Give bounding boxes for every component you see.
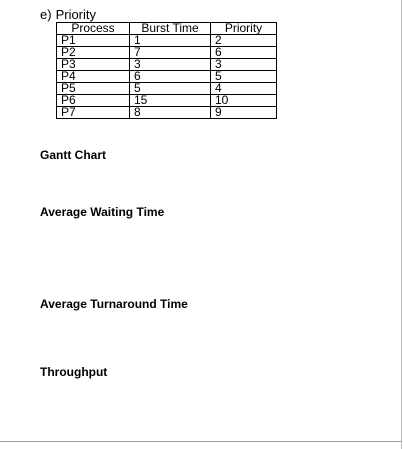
process-table	[56, 22, 277, 119]
process-cell: P2	[57, 47, 130, 59]
table-row	[57, 59, 277, 71]
burst-time-cell: 5	[130, 83, 211, 95]
burst-time-cell: 15	[130, 95, 211, 107]
question-title: Priority	[55, 7, 97, 22]
burst-time-cell: 7	[130, 47, 211, 59]
column-header-priority: Priority	[211, 23, 277, 35]
process-cell: P4	[57, 71, 130, 83]
table-row	[57, 107, 277, 119]
table-row	[57, 71, 277, 83]
priority-cell: 6	[211, 47, 277, 59]
throughput-heading: Throughput	[40, 365, 108, 379]
average-waiting-time-heading: Average Waiting Time	[40, 205, 165, 219]
process-cell: P5	[57, 83, 130, 95]
table-row	[57, 35, 277, 47]
priority-cell: 10	[211, 95, 277, 107]
gantt-chart-heading: Gantt Chart	[40, 148, 106, 162]
table-row	[57, 95, 277, 107]
process-cell: P7	[57, 107, 130, 119]
table-row	[57, 47, 277, 59]
table-header-row	[57, 23, 277, 35]
bottom-divider	[0, 441, 402, 442]
process-cell: P1	[57, 35, 130, 47]
column-header-burst-time: Burst Time	[130, 23, 211, 35]
priority-cell: 4	[211, 83, 277, 95]
question-part-label: e)	[40, 7, 52, 22]
table-row	[57, 83, 277, 95]
process-cell: P3	[57, 59, 130, 71]
process-cell: P6	[57, 95, 130, 107]
priority-cell: 3	[211, 59, 277, 71]
average-turnaround-time-heading: Average Turnaround Time	[40, 297, 188, 311]
column-header-process: Process	[57, 23, 130, 35]
burst-time-cell: 1	[130, 35, 211, 47]
burst-time-cell: 6	[130, 71, 211, 83]
burst-time-cell: 8	[130, 107, 211, 119]
question-heading	[40, 7, 96, 22]
priority-cell: 9	[211, 107, 277, 119]
priority-cell: 5	[211, 71, 277, 83]
burst-time-cell: 3	[130, 59, 211, 71]
priority-cell: 2	[211, 35, 277, 47]
